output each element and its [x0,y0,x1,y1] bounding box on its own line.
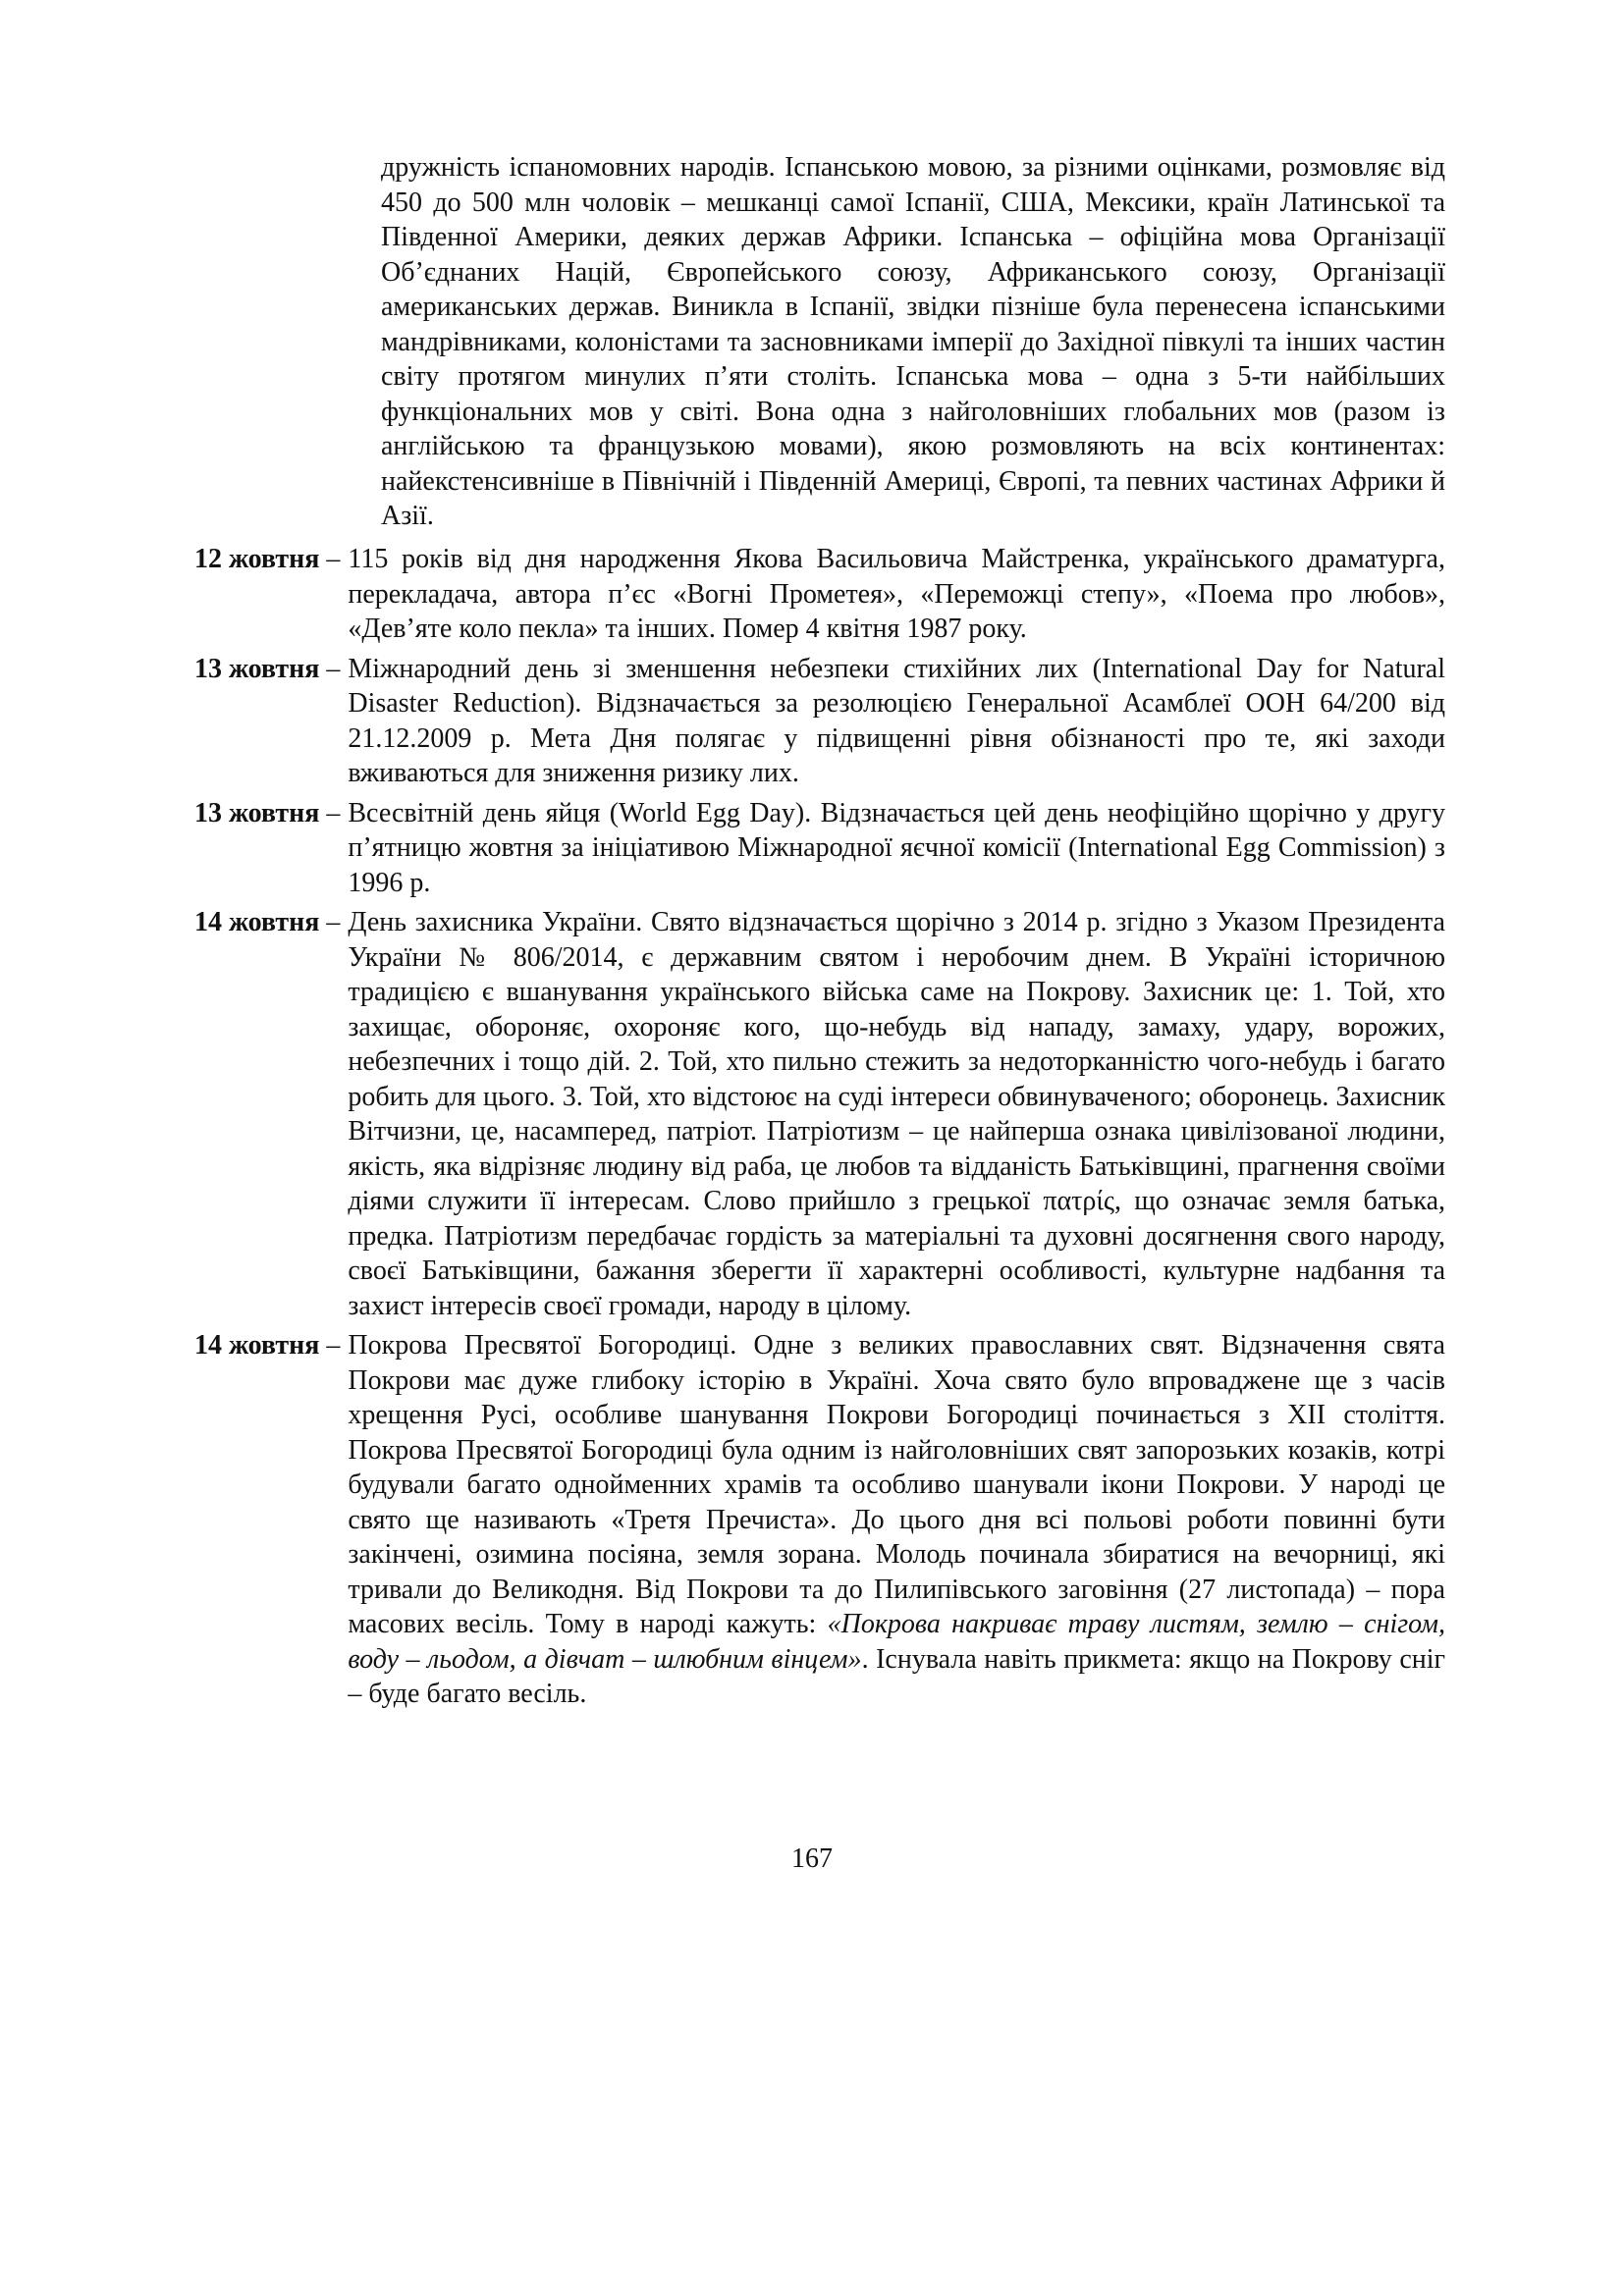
folk-saying-quote: «Покрова накриває траву листям, землю – снігом, воду – льодом, а дівчат – шлюбним вінцем» [348,1609,1445,1675]
entry-text-part: Покрова Пресвятої Богородиці. Одне з великих православних свят. Відзначення свята Покрови має дуже глибоку історію в Україні. Хоча свято було впроваджене ще з часів хрещення Русі, особливе шанування Покрови Богородиці починається з XII століття. Покрова Пресвятої Богородиці була одним із найголовніших свят запорозьких козаків, котрі будували багато однойменних храмів та особливо шанували ікони Покрови. У народі це свято ще називають «Третя Пречиста». До цього дня всі польові роботи повинні бути закінчені, озимина посіяна, земля зорана. Молодь починала збиратися на вечорниці, які тривали до Великодня. Від Покрови та до Пилипівського заговіння (27 листопада) – пора масових весіль. Тому в народі кажуть: [348,1330,1445,1639]
entry-text-part: . Існувала навіть прикмета: якщо на Покрову сніг – буде багато весіль. [348,1643,1445,1709]
entry-head [194,542,348,577]
entry-text: День захисника України. Свято відзначається щорічно з 2014 р. згідно з Указом Президента України № 806/2014, є державним святом і неробочим днем. В Україні історичною традицією є вшанування українського війська саме на Покрову. Захисник це: 1. Той, хто захищає, обороняє, охороняє кого, що-небудь від нападу, замаху, удару, ворожих, небезпечних і тощо дій. 2. Той, хто пильно стежить за недоторканністю чого-небудь і багато робить для цього. 3. Той, хто відстоює на суді інтереси обвинуваченого; оборонець. Захисник Вітчизни, це, насамперед, патріот. Патріотизм – це найперша ознака цивілізованої людини, якість, яка відрізняє людину від раба, це любов та відданість Батьківщині, прагнення своїми діями служити її інтересам. Слово прийшло з грецької πατρίς, що означає земля батька, предка. Патріотизм передбачає гордість за матеріальні та духовні досягнення свого народу, своєї Батьківщини, бажання зберегти її характерні особливості, культурне надбання та захист інтересів своєї громади, народу в цілому. [348,907,1445,1321]
entry-head [194,652,348,687]
entry-date: 14 жовтня [194,1330,320,1361]
entry-head [194,905,348,940]
entry-date: 14 жовтня [194,907,320,937]
entry-dash: – [326,653,341,684]
entry-dash: – [326,1330,341,1361]
entry-head [194,796,348,831]
continuation-paragraph: дружність іспаномовних народів. Іспанською мовою, за різними оцінками, розмовляє від 450 до 500 млн чоловік – мешканці самої Іспанії, США, Мексики, країн Латинської та Південної Америки, деяких держав Африки. Іспанська – офіційна мова Організації Об’єднаних Націй, Європейського союзу, Африканського союзу, Організації американських держав. Виникла в Іспанії, звідки пізніше була перенесена іспанськими мандрівниками, колоністами та засновниками імперії до Західної півкулі та інших частин світу протягом минулих п’яти століть. Іспанська мова – одна з 5-ти найбільших функціональних мов у світі. Вона одна з найголовніших глобальних мов (разом із англійською та французькою мовами), якою розмовляють на всіх континентах: найекстенсивніше в Північній і Південній Америці, Європі, та певних частинах Африки й Азії. [381,152,1445,531]
entry-date: 12 жовтня [194,544,320,574]
entry-date: 13 жовтня [194,797,320,828]
page-number: 167 [791,1843,833,1874]
entry-date: 13 жовтня [194,653,320,684]
entry-text: Всесвітній день яйця (World Egg Day). Відзначається цей день неофіційно щорічно у другу п’ятницю жовтня за ініціативою Міжнародної яєчної комісії (International Egg Commission) з 1996 р. [348,797,1445,898]
entry-dash: – [326,797,341,828]
entry-text [348,1328,1445,1712]
calendar-entry [194,1328,1445,1712]
entry-text: Міжнародний день зі зменшення небезпеки стихійних лих (International Day for Natural Disaster Reduction). Відзначається за резолюцією Генеральної Асамблеї ООН 64/200 від 21.12.2009 р. Мета Дня полягає у підвищенні рівня обізнаності про те, які заходи вживаються для зниження ризику лих. [348,653,1445,788]
entry-head [194,1328,348,1363]
calendar-entries [194,542,1445,1717]
calendar-entry [194,542,1445,647]
entry-text: 115 років від дня народження Якова Васильовича Майстренка, українського драматурга, перекладача, автора п’єс «Вогні Прометея», «Переможці степу», «Поема про любов», «Дев’яте коло пекла» та інших. Помер 4 квітня 1987 року. [348,544,1445,644]
calendar-entry [194,796,1445,901]
calendar-entry [194,905,1445,1323]
entry-dash: – [326,544,341,574]
calendar-entry [194,652,1445,791]
entry-dash: – [326,907,341,937]
